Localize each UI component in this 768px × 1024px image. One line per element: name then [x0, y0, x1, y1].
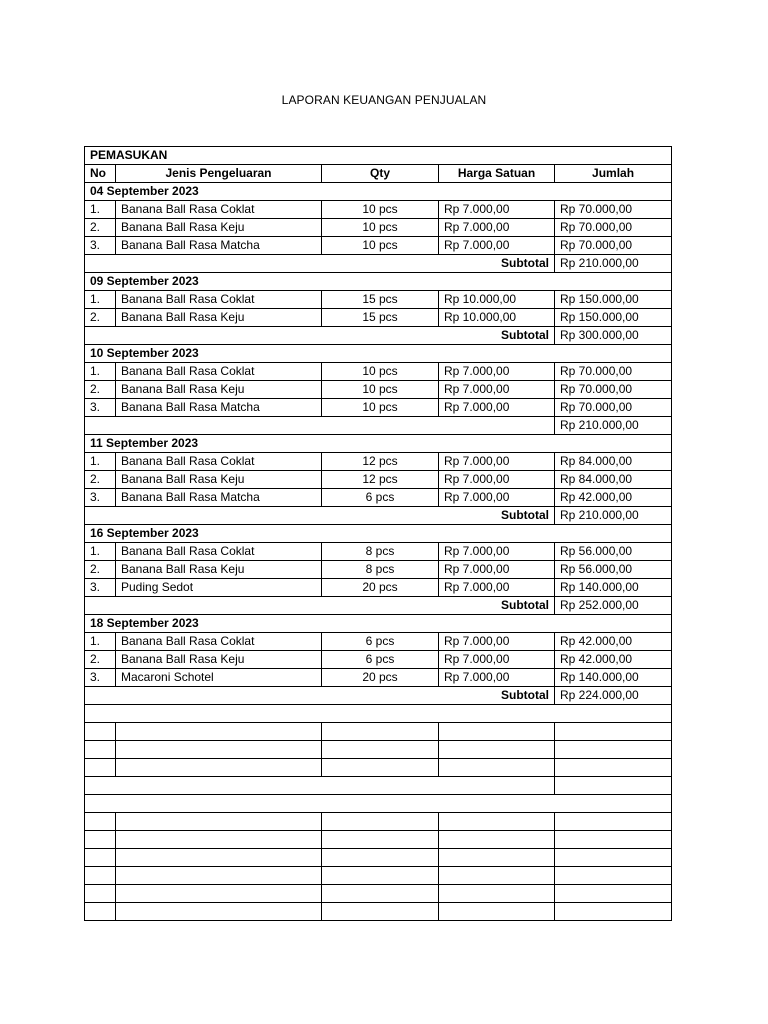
amount-cell: Rp 42.000,00 — [555, 489, 672, 507]
empty-cell — [322, 741, 439, 759]
amount-cell: Rp 150.000,00 — [555, 309, 672, 327]
amount-cell: Rp 70.000,00 — [555, 201, 672, 219]
qty-cell: 10 pcs — [322, 201, 439, 219]
unit-price-cell: Rp 7.000,00 — [439, 471, 555, 489]
subtotal-value: Rp 252.000,00 — [555, 597, 672, 615]
subtotal-row — [85, 507, 672, 525]
empty-cell — [85, 813, 116, 831]
empty-cell — [439, 885, 555, 903]
empty-cell — [555, 723, 672, 741]
qty-cell: 10 pcs — [322, 399, 439, 417]
table-row — [85, 381, 672, 399]
item-name: Puding Sedot — [116, 579, 322, 597]
table-row — [85, 489, 672, 507]
empty-cell — [322, 885, 439, 903]
table-row — [85, 309, 672, 327]
empty-cell — [555, 867, 672, 885]
empty-row — [85, 723, 672, 741]
empty-cell — [85, 705, 672, 723]
subtotal-value: Rp 300.000,00 — [555, 327, 672, 345]
unit-price-cell: Rp 7.000,00 — [439, 201, 555, 219]
table-row — [85, 633, 672, 651]
empty-cell — [116, 903, 322, 921]
subtotal-row — [85, 687, 672, 705]
amount-cell: Rp 56.000,00 — [555, 561, 672, 579]
date-row — [85, 435, 672, 453]
unit-price-cell: Rp 7.000,00 — [439, 363, 555, 381]
row-number: 1. — [85, 291, 116, 309]
amount-cell: Rp 70.000,00 — [555, 237, 672, 255]
empty-cell — [322, 903, 439, 921]
subtotal-value: Rp 224.000,00 — [555, 687, 672, 705]
empty-cell — [85, 903, 116, 921]
empty-cell — [85, 759, 116, 777]
unit-price-cell: Rp 10.000,00 — [439, 309, 555, 327]
unit-price-cell: Rp 7.000,00 — [439, 399, 555, 417]
sales-report-table — [84, 146, 672, 921]
amount-cell: Rp 42.000,00 — [555, 651, 672, 669]
row-number: 2. — [85, 219, 116, 237]
empty-cell — [555, 885, 672, 903]
date-label: 09 September 2023 — [85, 273, 672, 291]
header-total: Jumlah — [555, 165, 672, 183]
date-label: 10 September 2023 — [85, 345, 672, 363]
subtotal-row — [85, 417, 672, 435]
unit-price-cell: Rp 7.000,00 — [439, 579, 555, 597]
table-row — [85, 237, 672, 255]
item-name: Banana Ball Rasa Coklat — [116, 363, 322, 381]
amount-cell: Rp 150.000,00 — [555, 291, 672, 309]
amount-cell: Rp 70.000,00 — [555, 363, 672, 381]
item-name: Banana Ball Rasa Coklat — [116, 453, 322, 471]
table-row — [85, 651, 672, 669]
amount-cell: Rp 84.000,00 — [555, 471, 672, 489]
qty-cell: 8 pcs — [322, 543, 439, 561]
qty-cell: 15 pcs — [322, 309, 439, 327]
empty-cell — [116, 849, 322, 867]
empty-cell — [322, 813, 439, 831]
section-label: PEMASUKAN — [85, 147, 672, 165]
date-label: 16 September 2023 — [85, 525, 672, 543]
item-name: Banana Ball Rasa Matcha — [116, 237, 322, 255]
unit-price-cell: Rp 7.000,00 — [439, 381, 555, 399]
empty-cell — [116, 867, 322, 885]
amount-cell: Rp 70.000,00 — [555, 399, 672, 417]
item-name: Banana Ball Rasa Coklat — [116, 543, 322, 561]
unit-price-cell: Rp 10.000,00 — [439, 291, 555, 309]
date-row — [85, 183, 672, 201]
item-name: Banana Ball Rasa Keju — [116, 309, 322, 327]
empty-row — [85, 903, 672, 921]
item-name: Banana Ball Rasa Coklat — [116, 633, 322, 651]
empty-cell — [439, 903, 555, 921]
item-name: Macaroni Schotel — [116, 669, 322, 687]
date-row — [85, 273, 672, 291]
empty-cell — [116, 885, 322, 903]
empty-cell — [116, 723, 322, 741]
qty-cell: 8 pcs — [322, 561, 439, 579]
subtotal-label: Subtotal — [85, 507, 555, 525]
row-number: 3. — [85, 489, 116, 507]
table-row — [85, 453, 672, 471]
row-number: 2. — [85, 309, 116, 327]
table-row — [85, 291, 672, 309]
empty-row — [85, 885, 672, 903]
item-name: Banana Ball Rasa Keju — [116, 381, 322, 399]
subtotal-label — [85, 417, 555, 435]
empty-cell — [85, 831, 116, 849]
empty-cell — [116, 831, 322, 849]
subtotal-value: Rp 210.000,00 — [555, 507, 672, 525]
table-row — [85, 561, 672, 579]
qty-cell: 20 pcs — [322, 579, 439, 597]
amount-cell: Rp 70.000,00 — [555, 381, 672, 399]
subtotal-row — [85, 255, 672, 273]
empty-cell — [555, 831, 672, 849]
empty-row — [85, 867, 672, 885]
empty-cell — [116, 813, 322, 831]
empty-cell — [322, 867, 439, 885]
row-number: 2. — [85, 381, 116, 399]
row-number: 1. — [85, 201, 116, 219]
subtotal-value: Rp 210.000,00 — [555, 255, 672, 273]
amount-cell: Rp 70.000,00 — [555, 219, 672, 237]
unit-price-cell: Rp 7.000,00 — [439, 453, 555, 471]
empty-cell — [322, 849, 439, 867]
header-no: No — [85, 165, 116, 183]
row-number: 3. — [85, 579, 116, 597]
qty-cell: 10 pcs — [322, 381, 439, 399]
row-number: 1. — [85, 363, 116, 381]
empty-date-row — [85, 705, 672, 723]
qty-cell: 12 pcs — [322, 471, 439, 489]
amount-cell: Rp 84.000,00 — [555, 453, 672, 471]
empty-cell — [85, 723, 116, 741]
empty-cell — [85, 885, 116, 903]
qty-cell: 10 pcs — [322, 363, 439, 381]
table-row — [85, 363, 672, 381]
subtotal-row — [85, 597, 672, 615]
row-number: 1. — [85, 543, 116, 561]
report-title: LAPORAN KEUANGAN PENJUALAN — [281, 93, 487, 107]
date-label: 18 September 2023 — [85, 615, 672, 633]
unit-price-cell: Rp 7.000,00 — [439, 543, 555, 561]
subtotal-row — [85, 327, 672, 345]
empty-row — [85, 849, 672, 867]
table-row — [85, 471, 672, 489]
date-row — [85, 345, 672, 363]
row-number: 1. — [85, 633, 116, 651]
table-row — [85, 201, 672, 219]
row-number: 3. — [85, 237, 116, 255]
empty-cell — [85, 849, 116, 867]
subtotal-value: Rp 210.000,00 — [555, 417, 672, 435]
table-row — [85, 399, 672, 417]
empty-cell — [439, 813, 555, 831]
amount-cell: Rp 56.000,00 — [555, 543, 672, 561]
empty-cell — [555, 813, 672, 831]
table-row — [85, 579, 672, 597]
empty-cell — [116, 741, 322, 759]
unit-price-cell: Rp 7.000,00 — [439, 489, 555, 507]
empty-cell — [439, 759, 555, 777]
row-number: 1. — [85, 453, 116, 471]
qty-cell: 6 pcs — [322, 633, 439, 651]
date-row — [85, 615, 672, 633]
item-name: Banana Ball Rasa Matcha — [116, 399, 322, 417]
empty-cell — [439, 831, 555, 849]
empty-cell — [439, 867, 555, 885]
empty-cell — [85, 795, 672, 813]
empty-row — [85, 831, 672, 849]
row-number: 3. — [85, 669, 116, 687]
row-number: 2. — [85, 561, 116, 579]
empty-cell — [555, 903, 672, 921]
header-item: Jenis Pengeluaran — [116, 165, 322, 183]
amount-cell: Rp 140.000,00 — [555, 579, 672, 597]
header-qty: Qty — [322, 165, 439, 183]
subtotal-label: Subtotal — [85, 327, 555, 345]
row-number: 3. — [85, 399, 116, 417]
item-name: Banana Ball Rasa Coklat — [116, 291, 322, 309]
row-number: 2. — [85, 651, 116, 669]
unit-price-cell: Rp 7.000,00 — [439, 651, 555, 669]
row-number: 2. — [85, 471, 116, 489]
empty-cell — [322, 831, 439, 849]
qty-cell: 6 pcs — [322, 651, 439, 669]
item-name: Banana Ball Rasa Keju — [116, 561, 322, 579]
empty-cell — [555, 759, 672, 777]
empty-cell — [555, 849, 672, 867]
subtotal-label: Subtotal — [85, 597, 555, 615]
empty-cell — [85, 867, 116, 885]
empty-cell — [439, 723, 555, 741]
empty-cell — [555, 741, 672, 759]
unit-price-cell: Rp 7.000,00 — [439, 219, 555, 237]
qty-cell: 10 pcs — [322, 219, 439, 237]
empty-row — [85, 759, 672, 777]
table-row — [85, 543, 672, 561]
qty-cell: 15 pcs — [322, 291, 439, 309]
table-row — [85, 669, 672, 687]
unit-price-cell: Rp 7.000,00 — [439, 669, 555, 687]
item-name: Banana Ball Rasa Keju — [116, 219, 322, 237]
table-row — [85, 219, 672, 237]
empty-cell — [322, 759, 439, 777]
section-row — [85, 147, 672, 165]
amount-cell: Rp 140.000,00 — [555, 669, 672, 687]
empty-subtotal-row — [85, 777, 672, 795]
item-name: Banana Ball Rasa Keju — [116, 651, 322, 669]
subtotal-label: Subtotal — [85, 687, 555, 705]
unit-price-cell: Rp 7.000,00 — [439, 633, 555, 651]
empty-cell — [116, 759, 322, 777]
empty-cell — [85, 741, 116, 759]
empty-row — [85, 741, 672, 759]
item-name: Banana Ball Rasa Keju — [116, 471, 322, 489]
empty-cell — [439, 849, 555, 867]
header-unit-price: Harga Satuan — [439, 165, 555, 183]
empty-cell — [85, 777, 555, 795]
subtotal-label: Subtotal — [85, 255, 555, 273]
item-name: Banana Ball Rasa Matcha — [116, 489, 322, 507]
header-row — [85, 165, 672, 183]
unit-price-cell: Rp 7.000,00 — [439, 237, 555, 255]
qty-cell: 20 pcs — [322, 669, 439, 687]
qty-cell: 12 pcs — [322, 453, 439, 471]
empty-date-row — [85, 795, 672, 813]
date-row — [85, 525, 672, 543]
empty-row — [85, 813, 672, 831]
unit-price-cell: Rp 7.000,00 — [439, 561, 555, 579]
item-name: Banana Ball Rasa Coklat — [116, 201, 322, 219]
empty-cell — [439, 741, 555, 759]
empty-cell — [322, 723, 439, 741]
date-label: 11 September 2023 — [85, 435, 672, 453]
qty-cell: 10 pcs — [322, 237, 439, 255]
empty-cell — [555, 777, 672, 795]
qty-cell: 6 pcs — [322, 489, 439, 507]
amount-cell: Rp 42.000,00 — [555, 633, 672, 651]
date-label: 04 September 2023 — [85, 183, 672, 201]
